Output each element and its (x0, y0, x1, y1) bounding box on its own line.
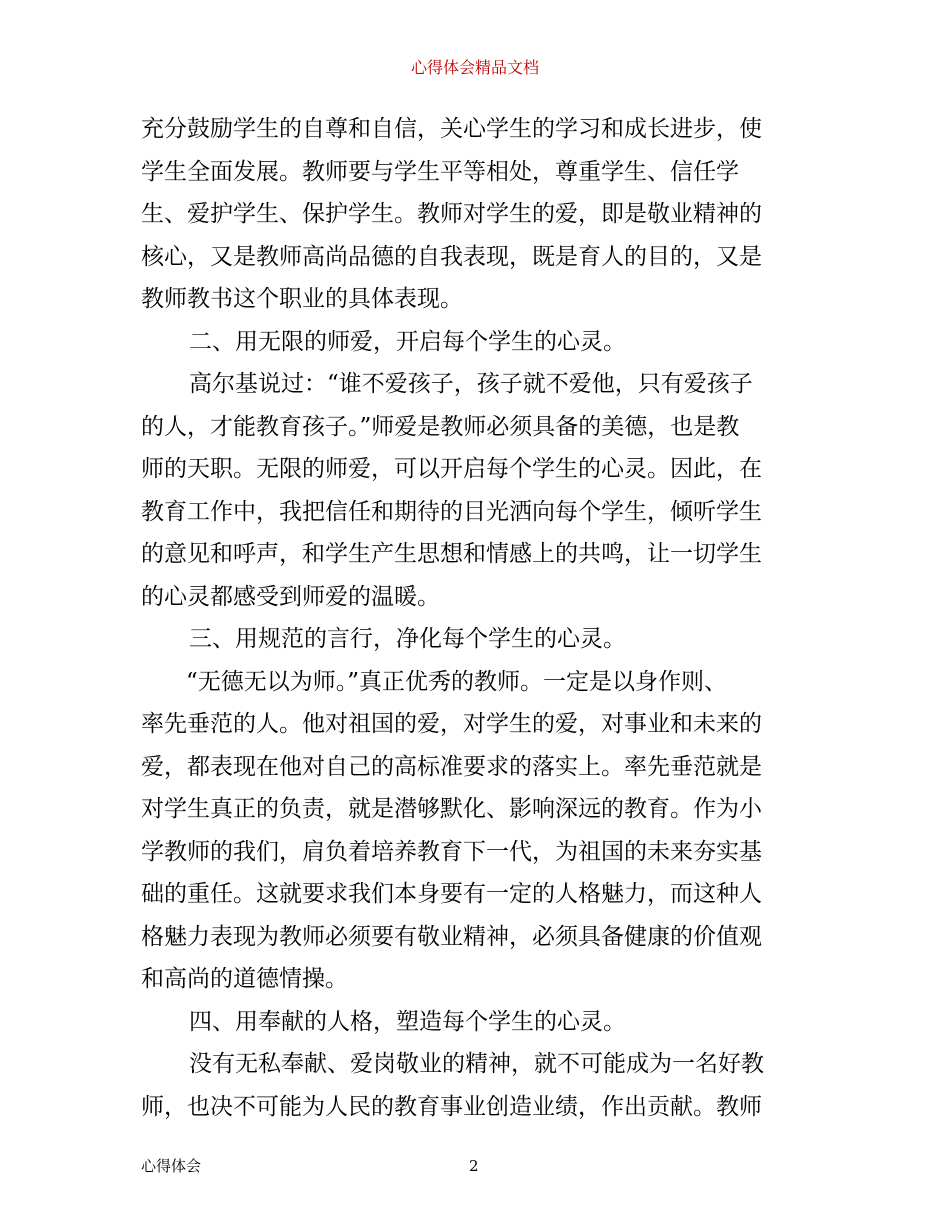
body-line: 高尔基说过：“谁不爱孩子，孩子就不爱他，只有爱孩子 (189, 371, 753, 397)
body-line: 对学生真正的负责，就是潜够默化、影响深远的教育。作为小 (141, 796, 762, 822)
body-line: 的意见和呼声，和学生产生思想和情感上的共鸣，让一切学生 (141, 541, 762, 567)
footer-label: 心得体会 (141, 1157, 202, 1175)
body-line: 格魅力表现为教师必须要有敬业精神，必须具备健康的价值观 (141, 923, 762, 950)
body-line: 生、爱护学生、保护学生。教师对学生的爱，即是敬业精神的 (141, 201, 762, 227)
body-line: 的人，才能教育孩子。”师爱是教师必须具备的美德，也是教 (141, 413, 740, 440)
body-line: 充分鼓励学生的自尊和自信，关心学生的学习和成长进步，使 (141, 116, 762, 142)
body-line: 和高尚的道德情操。 (141, 966, 348, 992)
body-line: 教育工作中，我把信任和期待的目光洒向每个学生，倾听学生 (141, 498, 762, 525)
body-line: 学生全面发展。教师要与学生平等相处，尊重学生、信任学 (141, 158, 739, 185)
section-heading: 四、用奉献的人格，塑造每个学生的心灵。 (189, 1008, 626, 1035)
body-line: “无德无以为师。”真正优秀的教师。一定是以身作则、 (186, 668, 728, 695)
body-line: 师，也决不可能为人民的教育事业创造业绩，作出贡献。教师 (141, 1093, 762, 1120)
page-number: 2 (469, 1157, 479, 1175)
body-line: 学教师的我们，肩负着培养教育下一代，为祖国的未来夯实基 (141, 838, 762, 865)
body-line: 没有无私奉献、爱岗敬业的精神，就不可能成为一名好教 (189, 1051, 764, 1077)
body-line: 核心，又是教师高尚品德的自我表现，既是育人的目的，又是 (141, 243, 762, 270)
body-line: 爱，都表现在他对自己的高标准要求的落实上。率先垂范就是 (141, 753, 762, 780)
body-line: 的心灵都感受到师爱的温暖。 (141, 583, 440, 610)
body-line: 率先垂范的人。他对祖国的爱，对学生的爱，对事业和未来的 (141, 711, 762, 737)
document-body (141, 108, 813, 1128)
section-heading: 二、用无限的师爱，开启每个学生的心灵。 (189, 328, 626, 355)
page-header-title: 心得体会精品文档 (410, 58, 539, 77)
body-line: 教师教书这个职业的具体表现。 (141, 286, 463, 312)
section-heading: 三、用规范的言行，净化每个学生的心灵。 (189, 626, 626, 652)
body-line: 师的天职。无限的师爱，可以开启每个学生的心灵。因此，在 (141, 456, 762, 482)
body-line: 础的重任。这就要求我们本身要有一定的人格魅力，而这种人 (141, 881, 762, 907)
